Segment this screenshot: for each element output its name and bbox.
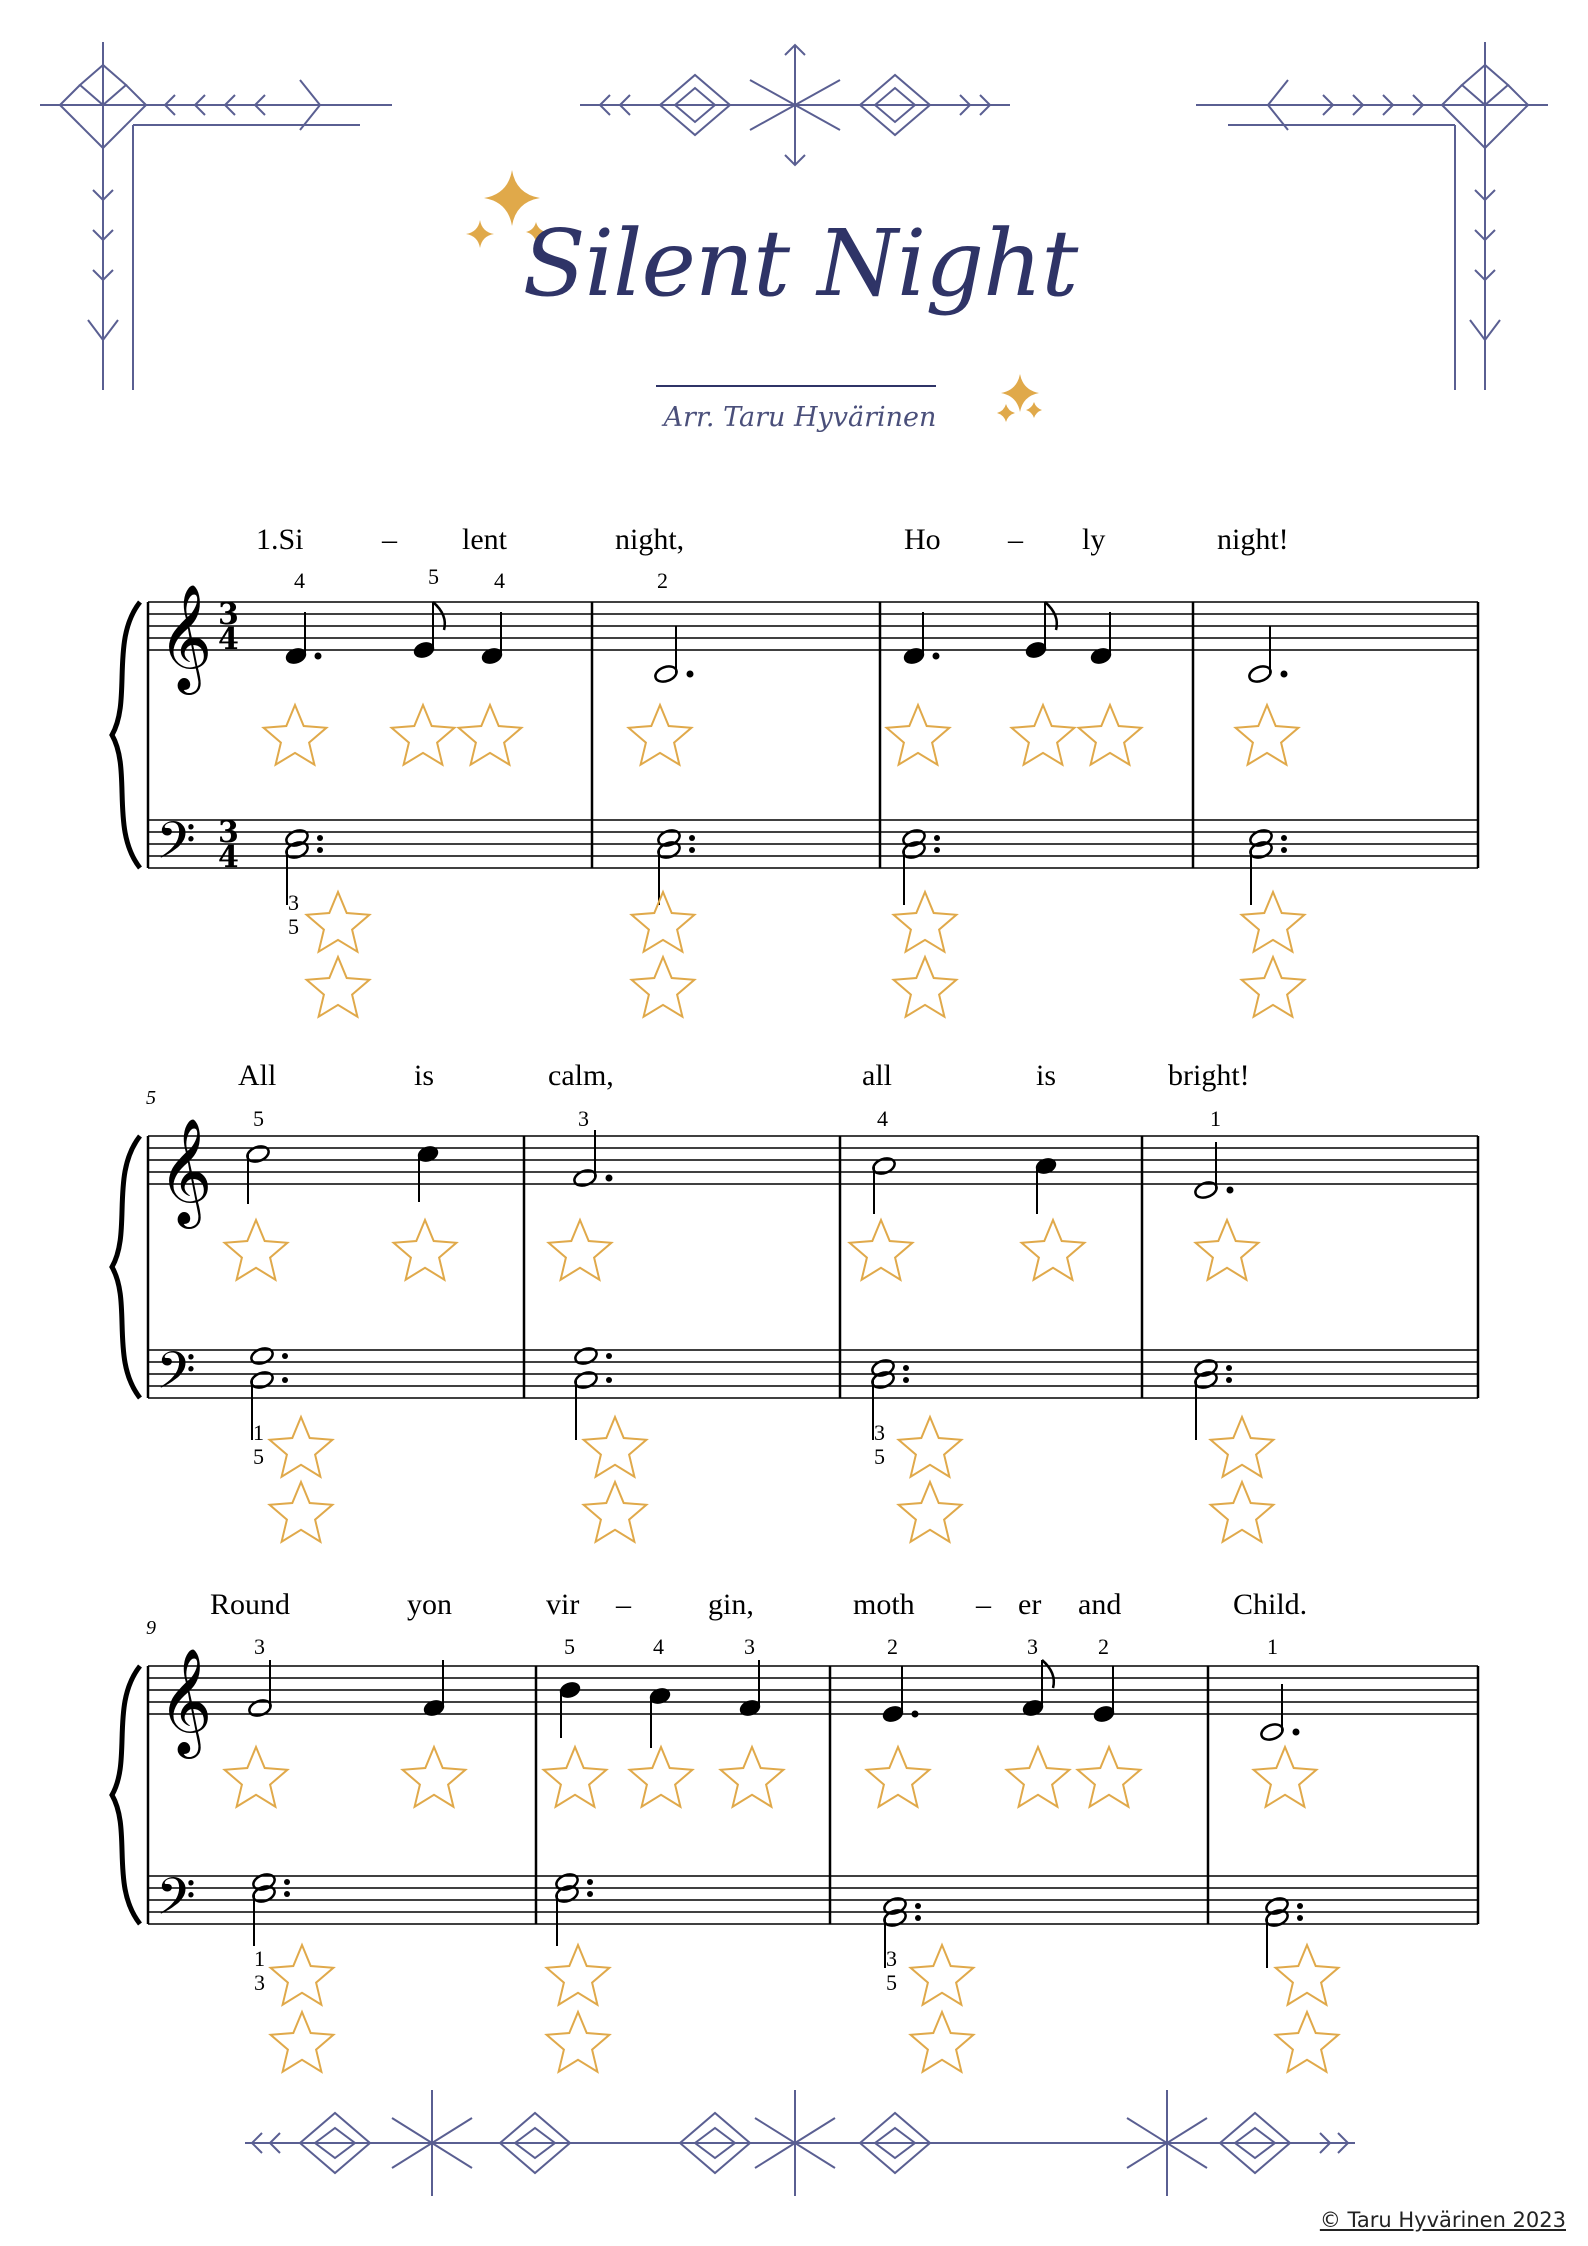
bass-clef-icon: 𝄢 <box>156 1866 196 1939</box>
lyric-syllable: is <box>414 1059 435 1092</box>
star-icon <box>632 892 695 952</box>
note <box>1193 1180 1218 1201</box>
star-icon <box>630 1747 693 1807</box>
fingering-number: 4 <box>877 1106 888 1131</box>
lyric-syllable: – <box>1008 523 1023 556</box>
star-icon <box>629 705 692 765</box>
lyric-syllable: bright! <box>1168 1059 1250 1092</box>
lyric-syllable: All <box>238 1059 277 1092</box>
star-icon <box>544 1747 607 1807</box>
star-icon <box>1022 1220 1085 1280</box>
note <box>871 1156 896 1177</box>
lyric-syllable: vir <box>546 1588 580 1621</box>
star-icon <box>1078 1747 1141 1807</box>
grand-staff-brace <box>112 602 140 868</box>
system-2 <box>112 1059 1478 1469</box>
fingering-number: 1 <box>253 1420 264 1445</box>
bass-clef-icon: 𝄢 <box>156 1340 196 1413</box>
star-icon <box>1276 2012 1339 2072</box>
treble-clef-icon: 𝄞 <box>158 583 213 690</box>
note <box>1247 664 1272 685</box>
fingering-number: 5 <box>428 564 439 589</box>
note <box>247 1698 272 1719</box>
system-3 <box>112 1588 1478 1995</box>
fingering-number: 2 <box>887 1634 898 1659</box>
fingering-number: 3 <box>744 1634 755 1659</box>
measure-number: 5 <box>146 1087 156 1109</box>
lyric-syllable: and <box>1078 1588 1122 1621</box>
star-icon <box>271 2012 334 2072</box>
note <box>245 1144 270 1165</box>
note <box>572 1168 597 1189</box>
fingering-number: 5 <box>874 1444 885 1469</box>
star-icon <box>1211 1482 1274 1542</box>
star-icon <box>547 2012 610 2072</box>
copyright-notice: © Taru Hyvärinen 2023 <box>1319 2208 1566 2232</box>
beat-star-icons <box>225 705 1339 2072</box>
treble-clef-icon: 𝄞 <box>158 1647 213 1754</box>
lyric-syllable: Ho <box>904 523 941 556</box>
lyric-syllable: – <box>382 523 397 556</box>
time-signature-bass-bottom: 4 <box>218 840 239 875</box>
star-icon <box>392 705 455 765</box>
lyric-syllable: all <box>862 1059 892 1092</box>
star-icon <box>307 957 370 1017</box>
lyric-syllable: gin, <box>708 1588 754 1621</box>
fingering-number: 3 <box>874 1420 885 1445</box>
fingering-number: 5 <box>253 1444 264 1469</box>
star-icon <box>549 1220 612 1280</box>
star-icon <box>1242 957 1305 1017</box>
lyric-syllable: yon <box>407 1588 452 1621</box>
star-icon <box>1012 705 1075 765</box>
lyric-syllable: er <box>1018 1588 1042 1621</box>
star-icon <box>547 1945 610 2005</box>
lyric-syllable: – <box>976 1588 991 1621</box>
fingering-number: 4 <box>294 568 305 593</box>
star-icon <box>459 705 522 765</box>
arranger-credit: Arr. Taru Hyvärinen <box>663 402 937 433</box>
lyric-syllable: is <box>1036 1059 1057 1092</box>
fingering-number: 3 <box>254 1970 265 1995</box>
star-icon <box>1007 1747 1070 1807</box>
star-icon <box>887 705 950 765</box>
star-icon <box>403 1747 466 1807</box>
star-icon <box>584 1482 647 1542</box>
star-icon <box>1236 705 1299 765</box>
measure-number: 9 <box>146 1617 156 1639</box>
lyric-syllable: night, <box>615 523 685 556</box>
lyric-syllable: 1.Si <box>256 523 304 556</box>
star-icon <box>307 892 370 952</box>
star-icon <box>270 1482 333 1542</box>
fingering-number: 5 <box>564 1634 575 1659</box>
star-icon <box>1254 1747 1317 1807</box>
time-signature-treble: 3 <box>218 597 239 632</box>
star-icon <box>1276 1945 1339 2005</box>
star-icon <box>911 1945 974 2005</box>
star-icon <box>270 1417 333 1477</box>
fingering-number: 5 <box>288 914 299 939</box>
fingering-number: 3 <box>1027 1634 1038 1659</box>
treble-clef-icon: 𝄞 <box>158 1117 213 1224</box>
note <box>1259 1722 1284 1743</box>
lyric-syllable: night! <box>1217 523 1289 556</box>
fingering-number: 1 <box>1267 1634 1278 1659</box>
star-icon <box>899 1417 962 1477</box>
note <box>653 664 678 685</box>
lyric-syllable: Round <box>210 1588 291 1621</box>
fingering-number: 5 <box>253 1106 264 1131</box>
lyric-syllable: Child. <box>1233 1588 1308 1621</box>
star-icon <box>1196 1220 1259 1280</box>
star-icon <box>271 1945 334 2005</box>
chord <box>249 1346 274 1367</box>
grand-staff-brace <box>112 1136 140 1398</box>
time-signature-treble-bottom: 4 <box>218 622 239 657</box>
star-icon <box>394 1220 457 1280</box>
fingering-number: 5 <box>886 1970 897 1995</box>
time-signature-bass: 3 <box>218 815 239 850</box>
star-icon <box>1079 705 1142 765</box>
fingering-number: 3 <box>578 1106 589 1131</box>
fingering-number: 3 <box>886 1946 897 1971</box>
bass-clef-icon: 𝄢 <box>156 810 196 883</box>
page-title: Silent Night <box>522 210 1078 317</box>
fingering-number: 3 <box>254 1634 265 1659</box>
fingering-number: 2 <box>1098 1634 1109 1659</box>
fingering-number: 1 <box>254 1946 265 1971</box>
fingering-number: 3 <box>288 890 299 915</box>
fingering-number: 4 <box>653 1634 664 1659</box>
chord <box>573 1346 598 1367</box>
star-icon <box>850 1220 913 1280</box>
star-icon <box>1211 1417 1274 1477</box>
star-icon <box>899 1482 962 1542</box>
star-icon <box>867 1747 930 1807</box>
star-icon <box>894 957 957 1017</box>
star-icon <box>264 705 327 765</box>
lyric-syllable: calm, <box>548 1059 614 1092</box>
star-icon <box>911 2012 974 2072</box>
system-1 <box>112 523 1478 939</box>
fingering-number: 2 <box>657 568 668 593</box>
lyric-syllable: moth <box>853 1588 915 1621</box>
fingering-number: 4 <box>494 568 505 593</box>
star-icon <box>225 1747 288 1807</box>
lyric-syllable: – <box>616 1588 631 1621</box>
fingering-number: 1 <box>1210 1106 1221 1131</box>
star-icon <box>225 1220 288 1280</box>
star-icon <box>584 1417 647 1477</box>
lyric-syllable: lent <box>462 523 507 556</box>
star-icon <box>721 1747 784 1807</box>
star-icon <box>632 957 695 1017</box>
grand-staff-brace <box>112 1666 140 1924</box>
lyric-syllable: ly <box>1082 523 1106 556</box>
